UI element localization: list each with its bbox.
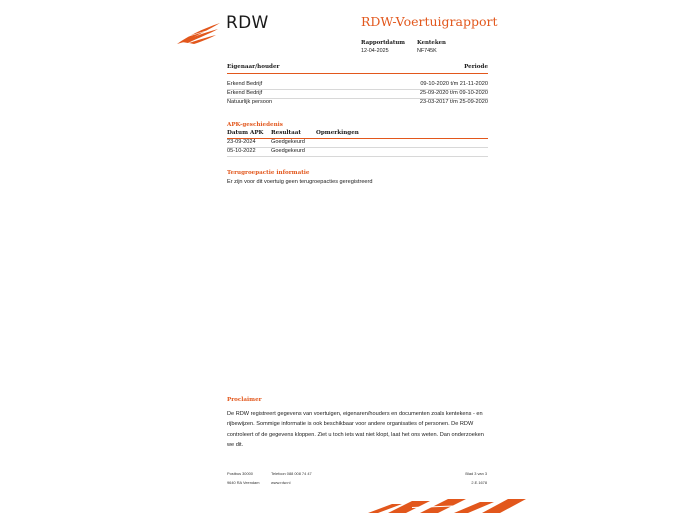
owner-type: Erkend Bedrijf — [227, 90, 263, 96]
owner-row — [227, 80, 488, 89]
disclaimer-title: Proclaimer — [227, 397, 262, 403]
plate-value: NF745K — [417, 48, 437, 54]
apk-result: Goedgekeurd — [271, 139, 305, 145]
apk-section-title: APK-geschiedenis — [227, 122, 283, 128]
footer-city: 9640 RA Veendam — [227, 480, 260, 485]
apk-date: 05-10-2022 — [227, 148, 256, 154]
owner-row — [227, 98, 488, 107]
owner-period: 23-03-2017 t/m 25-09-2020 — [419, 99, 488, 105]
apk-col-remarks: Opmerkingen — [316, 130, 359, 136]
rdw-logo-icon — [176, 22, 222, 46]
owners-col-owner: Eigenaar/houder — [227, 64, 280, 70]
footer-po-box: Postbus 30000 — [227, 471, 253, 476]
owner-row — [227, 89, 488, 98]
recall-section-title: Terugroepactie informatie — [227, 170, 310, 176]
footer-website: www.rdw.nl — [271, 480, 291, 485]
apk-row — [227, 147, 488, 156]
owner-period: 25-09-2020 t/m 09-10-2020 — [419, 90, 488, 96]
apk-row — [227, 138, 488, 147]
brand-name: RDW — [226, 13, 269, 33]
report-date-block — [361, 39, 405, 55]
document-title: RDW-Voertuigrapport — [361, 14, 498, 29]
disclaimer-line: rijbewijzen. Sommige informatie is ook beschikbaar voor andere organisaties of personen. De RDW — [227, 421, 474, 428]
apk-col-date: Datum APK — [227, 130, 264, 136]
recall-text: Er zijn voor dit voertuig geen terugroepacties geregistreerd — [227, 179, 373, 185]
owner-type: Natuurlijk persoon — [227, 99, 273, 105]
row-divider — [227, 156, 488, 157]
disclaimer-text — [227, 409, 489, 450]
apk-result: Goedgekeurd — [271, 148, 305, 154]
report-date-label: Rapportdatum — [361, 40, 405, 46]
owner-period: 09-10-2020 t/m 21-11-2020 — [420, 81, 488, 87]
disclaimer-line: De RDW registreert gegevens van voertuigen, eigenaren/houders en documenten zoals kentekens - en — [227, 411, 483, 417]
disclaimer-line: controleert of de gegevens kloppen. Ziet u toch iets wat niet klopt, laat het ons weten. Dan onderzoeken — [227, 431, 484, 438]
plate-label: Kenteken — [417, 40, 446, 46]
footer-page-number: Blad 3 van 3 — [465, 471, 487, 476]
owners-divider — [227, 73, 488, 74]
apk-col-result: Resultaat — [271, 130, 301, 136]
disclaimer-line: we dit. — [227, 441, 244, 448]
report-date-value: 12-04-2025 — [361, 48, 389, 54]
owner-type: Erkend Bedrijf — [227, 81, 263, 87]
owners-header — [227, 64, 488, 70]
owners-col-period: Periode — [464, 64, 488, 70]
apk-date: 23-09-2024 — [227, 139, 256, 145]
footer-code: 2.E.1678 — [471, 480, 487, 485]
footer-phone: Telefoon 088 008 74 47 — [271, 471, 312, 476]
plate-block — [417, 39, 446, 55]
decorative-stripes-icon — [368, 499, 526, 514]
